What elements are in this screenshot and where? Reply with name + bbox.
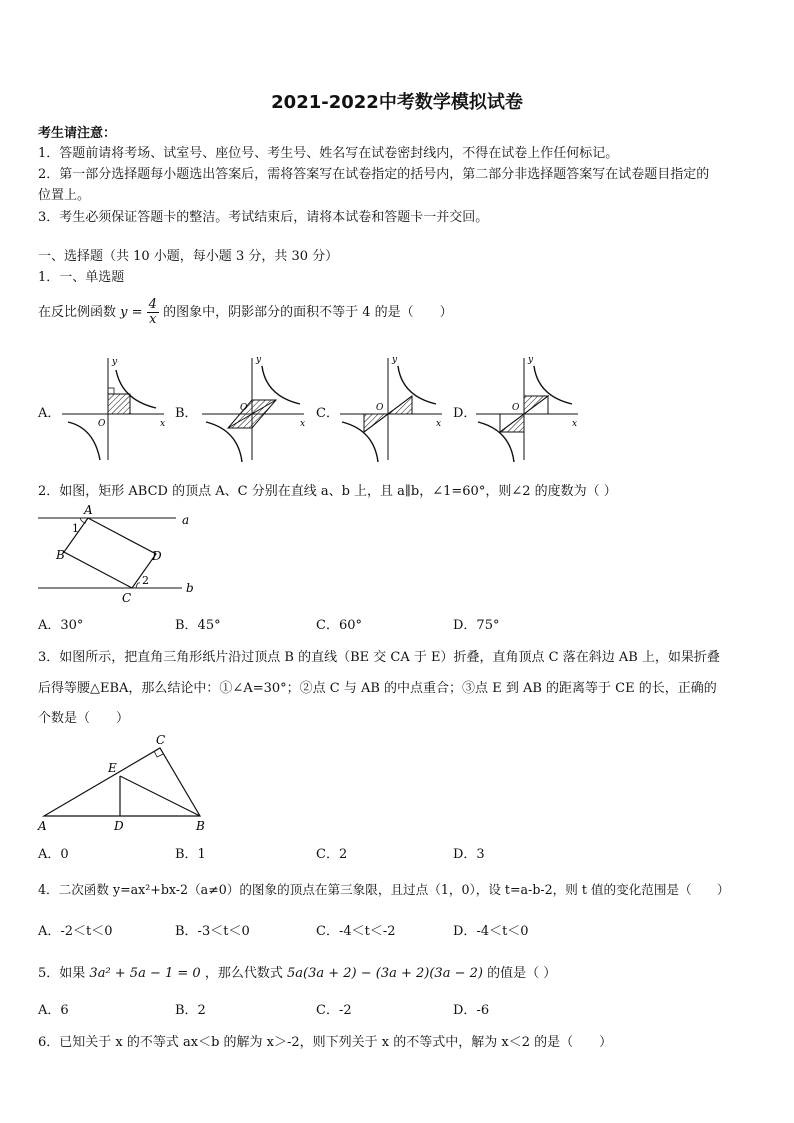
q2-option-d: D．75° [453,618,500,633]
q3-label-d: D [114,819,124,833]
q5-mid: ，那么代数式 [204,966,283,981]
question-4-stem: 4．二次函数 y=ax²+bx-2（a≠0）的图象的顶点在第三象限，且过点（1，0），设 t=a-b-2，则 t 值的变化范围是（ ） [38,882,730,897]
q1-option-c: C． [316,406,339,421]
q4-option-d: D．-4＜t＜0 [453,924,529,939]
q5-expr1: 3a² + 5a − 1 = 0 [89,966,201,981]
q3-option-d: D．3 [453,847,485,862]
q5-post: 的值是（ ） [487,966,557,981]
question-3-line-1: 3．如图所示，把直角三角形纸片沿过顶点 B 的直线（BE 交 CA 于 E）折叠，直角顶点 C 落在斜边 AB 上，如果折叠 [38,650,720,665]
question-3-line-3: 个数是（ ） [38,711,130,726]
q3-label-e: E [108,761,117,775]
notice-heading: 考生请注意： [38,126,117,141]
question-1-stem [38,298,453,327]
q1-graph-d [474,352,584,464]
q1c-x-label: x [436,419,442,429]
q2-option-c: C．60° [316,618,362,633]
q5-option-c: C．-2 [316,1003,352,1018]
q2-label-c: C [122,591,132,604]
q1-fraction [147,298,159,327]
q1-pre: 在反比例函数 [38,305,117,320]
q2-label-a: A [84,504,93,517]
q5-option-d: D．-6 [453,1003,490,1018]
q1-fraction-num: 4 [148,297,157,312]
q1-fraction-den: x [149,312,157,327]
q3-option-b: B．1 [175,847,206,862]
q2-option-b: B．45° [175,618,221,633]
section-heading: 一、选择题（共 10 小题，每小题 3 分，共 30 分） [38,249,339,264]
q3-figure [36,732,216,836]
q1-graph-c [338,352,448,464]
q5-expr2: 5a(3a + 2) − (3a + 2)(3a − 2) [287,966,483,981]
q3-label-c: C [156,733,166,747]
notice-item-1: 1．答题前请将考场、试室号、座位号、考生号、姓名写在试卷密封线内，不得在试卷上作任何标记。 [38,146,619,161]
q2-label-d: D [152,549,162,563]
q3-option-c: C．2 [316,847,348,862]
q2-line-a: a [182,513,190,527]
q1-graph-b [200,352,310,464]
q5-option-b: B．2 [175,1003,206,1018]
q1-y: y = [120,305,143,320]
q5-option-a: A．6 [38,1003,69,1018]
notice-item-2-cont: 位置上。 [38,188,91,203]
question-2-stem: 2．如图，矩形 ABCD 的顶点 A、C 分别在直线 a、b 上，且 a∥b，∠1=60°，则∠2 的度数为（ ） [38,484,617,499]
q2-label-b: B [56,548,65,562]
q2-angle-1: 1 [72,522,79,535]
q3-label-a: A [38,819,47,833]
q1d-y-label: y [528,355,534,365]
notice-item-2: 2．第一部分选择题每小题选出答案后，需将答案写在试卷指定的括号内，第二部分非选择题答案写在试卷题目指定的 [38,167,710,182]
q1d-origin-label: O [512,403,520,413]
q1b-origin-label: O [240,403,248,413]
q1b-x-label: x [300,419,306,429]
q3-option-a: A．0 [38,847,69,862]
q1-graph-a [60,352,170,464]
q1-option-b: B． [175,406,198,421]
q1a-origin-label: O [98,419,106,429]
page-title: 2021-2022中考数学模拟试卷 [271,92,523,113]
question-5-stem [38,962,556,981]
section-sub: 1．一、单选题 [38,270,125,285]
question-6-stem: 6．已知关于 x 的不等式 ax＜b 的解为 x＞-2，则下列关于 x 的不等式中，解为 x＜2 的是（ ） [38,1035,613,1050]
q5-pre: 5．如果 [38,966,86,981]
q4-option-c: C．-4＜t＜-2 [316,924,396,939]
q1c-origin-label: O [376,403,384,413]
q1-option-a: A． [38,406,61,421]
notice-item-3: 3．考生必须保证答题卡的整洁。考试结束后，请将本试卷和答题卡一并交回。 [38,210,489,225]
q2-option-a: A．30° [38,618,84,633]
q1-post: 的图象中，阴影部分的面积不等于 4 的是（ ） [163,305,453,320]
question-3-line-2: 后得等腰△EBA，那么结论中：①∠A=30°；②点 C 与 AB 的中点重合；③点 E 到 AB 的距离等于 CE 的长，正确的 [38,681,717,696]
q4-option-b: B．-3＜t＜0 [175,924,250,939]
q3-label-b: B [196,819,205,833]
q1c-y-label: y [392,355,398,365]
q2-line-b: b [186,581,194,595]
q2-figure [36,504,196,604]
q1a-x-label: x [160,419,166,429]
q1b-y-label: y [256,355,262,365]
q2-angle-2: 2 [142,574,149,587]
q1d-x-label: x [572,419,578,429]
q1-option-d: D． [453,406,477,421]
q4-option-a: A．-2＜t＜0 [38,924,113,939]
q1a-y-label: y [112,357,118,367]
